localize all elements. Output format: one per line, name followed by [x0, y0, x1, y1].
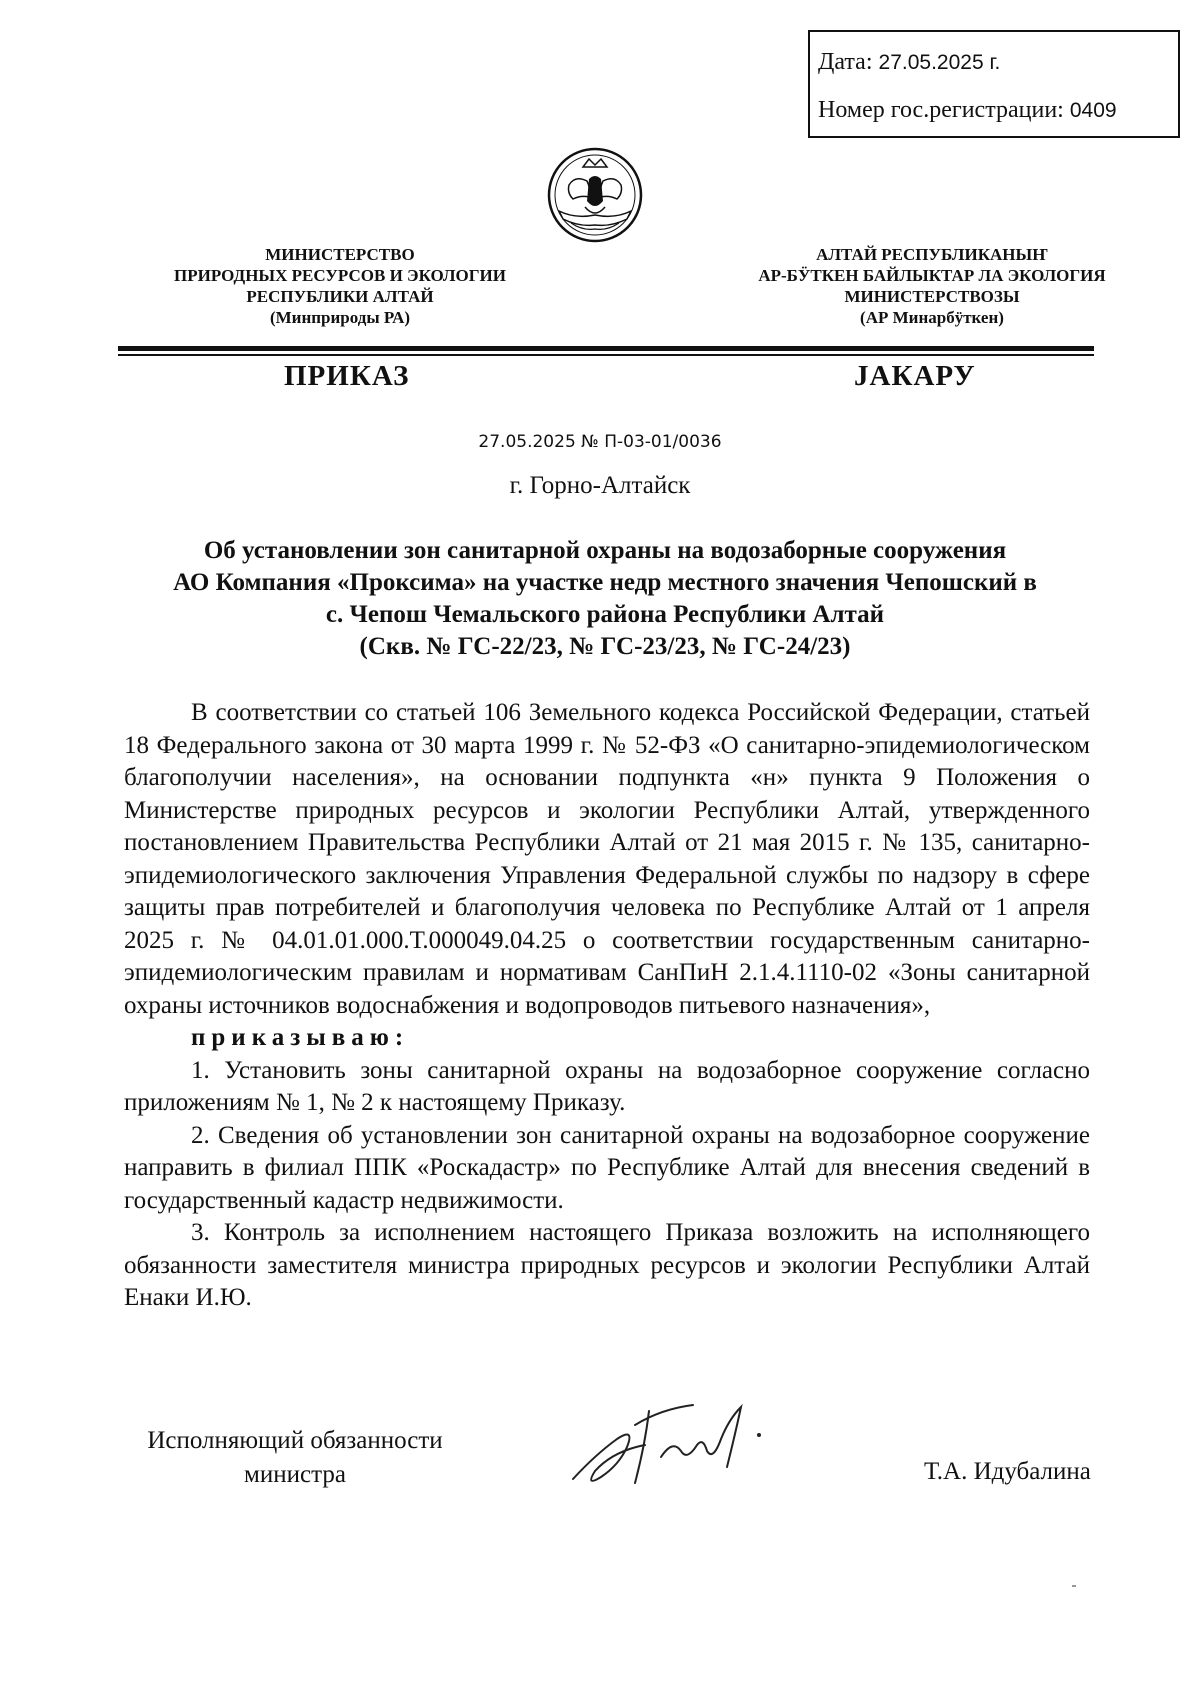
- title-line: АО Компания «Проксима» на участке недр местного значения Чепошский в: [173, 569, 1037, 596]
- scan-artifact: [1072, 1585, 1076, 1587]
- ministry-name-line: АЛТАЙ РЕСПУБЛИКАНЫҤ: [816, 245, 1048, 264]
- ministry-name-line: ПРИРОДНЫХ РЕСУРСОВ И ЭКОЛОГИИ: [174, 266, 506, 285]
- order-item: 3. Контроль за исполнением настоящего Приказа возложить на исполняющего обязанности заместителя министра природных ресурсов и экологии Республики Алтай Енаки И.Ю.: [124, 1219, 1090, 1311]
- signatory-position: [120, 1424, 470, 1492]
- registration-date-label: Дата:: [818, 49, 873, 75]
- registration-date-row: [818, 48, 1000, 77]
- title-line: Об установлении зон санитарной охраны на водозаборные сооружения: [203, 537, 1007, 564]
- order-item: 1. Установить зоны санитарной охраны на водозаборное сооружение согласно приложениям № 1, № 2 к настоящему Приказу.: [124, 1056, 1090, 1116]
- document-city: г. Горно-Алтайск: [509, 472, 691, 499]
- preamble-paragraph: В соответствии со статьей 106 Земельного кодекса Российской Федерации, статьей 18 Федерального закона от 30 марта 1999 г. № 52-ФЗ «О санитарно-эпидемиологическом благополучии населения», на основании подпункта «н» пункта 9 Положения о Министерстве природных ресурсов и экологии Республики Алтай, утвержденного постановлением Правительства Республики Алтай от 21 мая 2015 г. № 135, санитарно-эпидемиологического заключения Управления Федеральной службы по надзору в сфере защиты прав потребителей и благополучия человека по Республике Алтай от 1 апреля 2025 г. № 04.01.01.000.Т.000049.04.25 о соответствии государственным санитарно-эпидемиологическим правилам и нормативам СанПиН 2.1.4.1110-02 «Зоны санитарной охраны источников водоснабжения и водопроводов питьевого назначения»,: [124, 699, 1090, 1019]
- registration-number-label: Номер гос.регистрации:: [818, 97, 1064, 123]
- title-line: (Скв. № ГС-22/23, № ГС-23/23, № ГС-24/23): [359, 633, 851, 660]
- document-body: [124, 697, 1090, 1315]
- doc-kind-altai: JАКАРУ: [854, 360, 976, 392]
- header-divider-thick: [118, 346, 1094, 351]
- order-item: 2. Сведения об установлении зон санитарной охраны на водозаборное сооружение направить в филиал ППК «Роскадастр» по Республике Алтай для внесения сведений в государственный кадастр недвижимости.: [124, 1121, 1090, 1214]
- ministry-name-line: МИНИСТЕРСТВО: [265, 245, 415, 264]
- title-line: с. Чепош Чемальского района Республики Алтай: [325, 601, 885, 628]
- ministry-name-line: РЕСПУБЛИКИ АЛТАЙ: [246, 287, 434, 306]
- signatory-position-line: министра: [244, 1461, 346, 1488]
- registration-date-value: 27.05.2025 г.: [878, 51, 1001, 74]
- handwritten-signature-icon: [565, 1395, 780, 1495]
- document-number: 27.05.2025 № П-03-01/0036: [478, 432, 722, 452]
- registration-number-row: [818, 96, 1117, 125]
- header-divider-thin: [118, 354, 1094, 356]
- altai-republic-emblem-icon: [545, 145, 645, 245]
- ministry-name-line: МИНИСТЕРСТВОЗЫ: [844, 287, 1020, 306]
- ministry-name-altai: [722, 244, 1142, 328]
- registration-stamp: [808, 30, 1180, 138]
- document-title: [125, 535, 1085, 663]
- signatory-name: Т.А. Идубалина: [924, 1458, 1091, 1485]
- ministry-name-line: (Минприроды РА): [269, 308, 411, 327]
- doc-kind-russian: ПРИКАЗ: [284, 360, 410, 392]
- ministry-name-russian: [130, 244, 550, 328]
- registration-number-value: 0409: [1069, 99, 1117, 122]
- ministry-name-line: АР-БӰТКЕН БАЙЛЫКТАР ЛА ЭКОЛОГИЯ: [758, 266, 1106, 285]
- signatory-position-line: Исполняющий обязанности: [147, 1427, 443, 1454]
- ministry-name-line: (АР Минарбӱткен): [860, 308, 1004, 327]
- order-word: приказываю:: [191, 1024, 410, 1051]
